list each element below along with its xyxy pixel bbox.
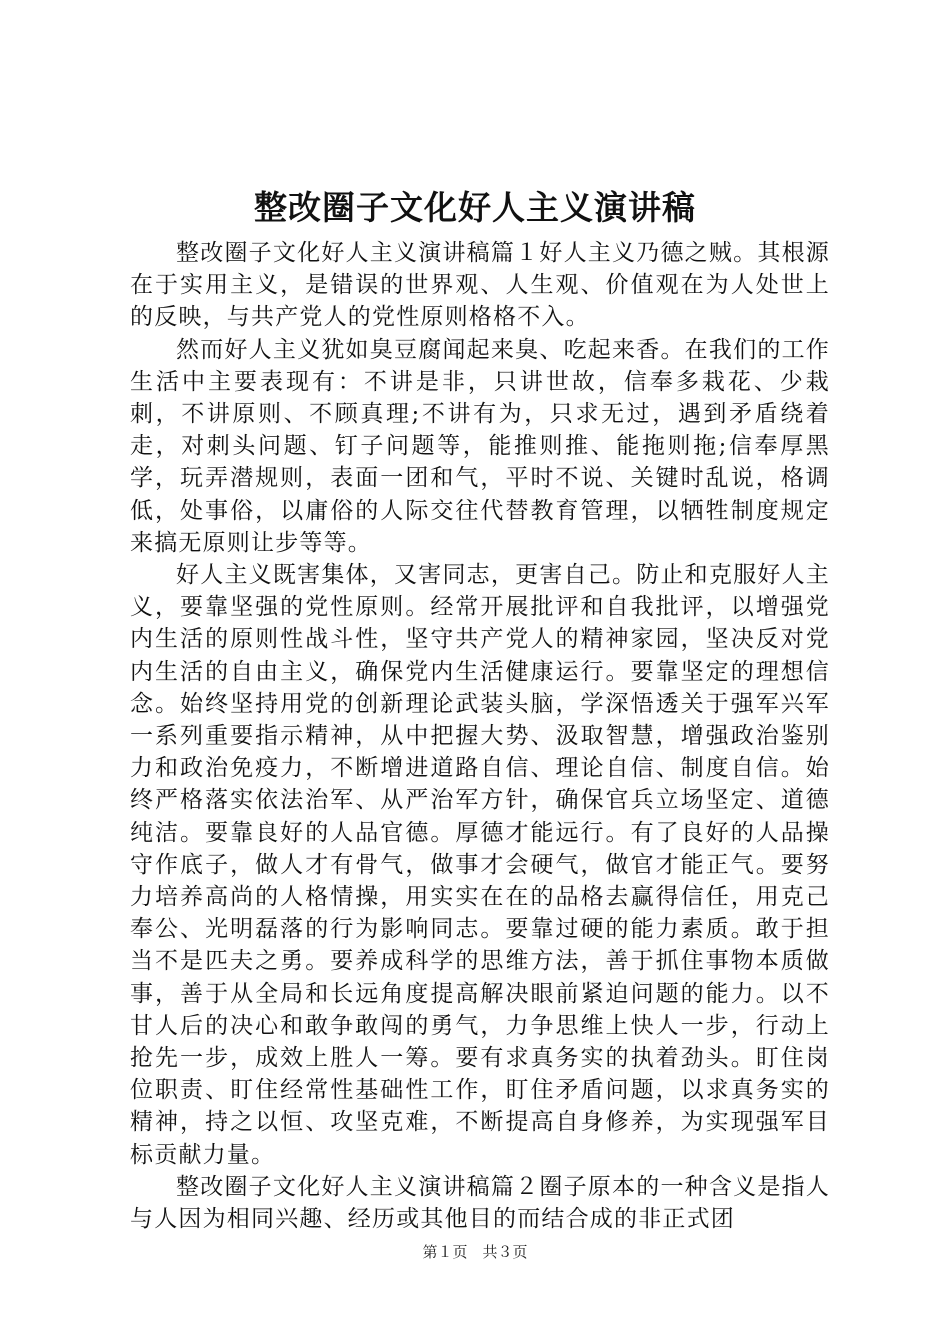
document-body [130,237,830,1235]
page-footer: 第１页 共３页 [422,1243,528,1261]
document-title: 整改圈子文化好人主义演讲稿 [254,188,696,227]
paragraph-3: 好人主义既害集体，又害同志，更害自己。防止和克服好人主义，要靠坚强的党性原则。经常开展批评和自我批评，以增强党内生活的原则性战斗性，坚守共产党人的精神家园，坚决反对党内生活的自由主义，确保党内生活健康运行。要靠坚定的理想信念。始终坚持用党的创新理论武装头脑，学深悟透关于强军兴军一系列重要指示精神，从中把握大势、汲取智慧，增强政治鉴别力和政治免疫力，不断增进道路自信、理论自信、制度自信。始终严格落实依法治军、从严治军方针，确保官兵立场坚定、道德纯洁。要靠良好的人品官德。厚德才能远行。有了良好的人品操守作底子，做人才有骨气，做事才会硬气，做官才能正气。要努力培养高尚的人格情操，用实实在在的品格去赢得信任，用克己奉公、光明磊落的行为影响同志。要靠过硬的能力素质。敢于担当不是匹夫之勇。要养成科学的思维方法，善于抓住事物本质做事，善于从全局和长远角度提高解决眼前紧迫问题的能力。以不甘人后的决心和敢争敢闯的勇气，力争思维上快人一步，行动上抢先一步，成效上胜人一筹。要有求真务实的执着劲头。盯住岗位职责、盯住经常性基础性工作，盯住矛盾问题，以求真务实的精神，持之以恒、攻坚克难，不断提高自身修养，为实现强军目标贡献力量。 [130,562,830,1168]
paragraph-2: 然而好人主义犹如臭豆腐闻起来臭、吃起来香。在我们的工作生活中主要表现有：不讲是非，只讲世故，信奉多栽花、少栽刺，不讲原则、不顾真理;不讲有为，只求无过，遇到矛盾绕着走，对刺头问题、钉子问题等，能推则推、能拖则拖;信奉厚黑学，玩弄潜规则，表面一团和气，平时不说、关键时乱说，格调低，处事俗，以庸俗的人际交往代替教育管理，以牺牲制度规定来搞无原则让步等等。 [130,336,830,556]
paragraph-1: 整改圈子文化好人主义演讲稿篇１好人主义乃德之贼。其根源在于实用主义，是错误的世界观、人生观、价值观在为人处世上的反映，与共产党人的党性原则格格不入。 [130,240,830,331]
paragraph-4: 整改圈子文化好人主义演讲稿篇２圈子原本的一种含义是指人与人因为相同兴趣、经历或其他目的而结合成的非正式团 [130,1173,830,1233]
